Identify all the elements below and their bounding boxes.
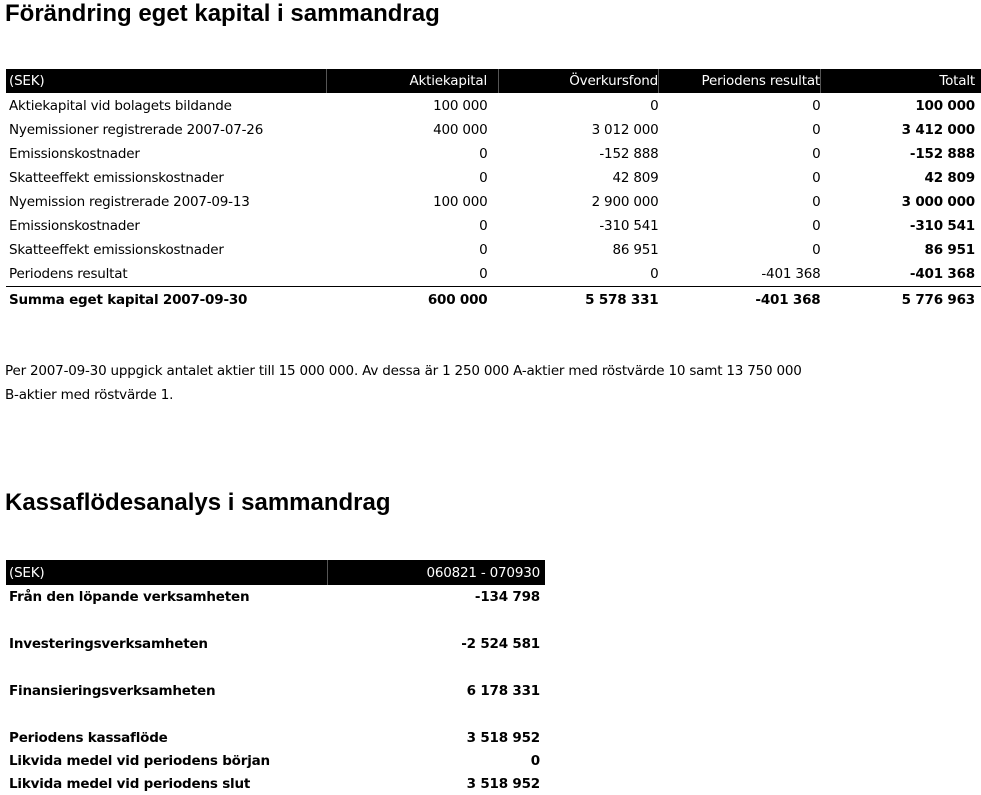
row-label: Skatteeffekt emissionskostnader [9,242,224,258]
table-row [6,679,545,702]
row-label: Aktiekapital vid bolagets bildande [9,98,232,114]
table-row [6,632,545,655]
cashflow-section-title: Kassaflödesanalys i sammandrag [5,489,391,516]
cell-overkursfond: 3 012 000 [591,122,659,138]
cell-overkursfond: -310 541 [599,218,659,234]
row-label: Skatteeffekt emissionskostnader [9,170,224,186]
row-value: -2 524 581 [461,635,540,652]
cell-aktiekapital: 400 000 [433,122,488,138]
row-label: Periodens kassaflöde [9,729,168,746]
table-row [6,214,981,238]
cell-resultat: 0 [812,218,821,234]
row-label: Nyemission registrerade 2007-09-13 [9,194,250,210]
row-value: -134 798 [474,588,540,605]
cell-resultat: 0 [812,170,821,186]
table-row [6,142,981,166]
share-note-line: B-aktier med röstvärde 1. [5,387,174,403]
column-header-period: 060821 - 070930 [328,560,546,585]
row-value: 3 518 952 [466,729,540,746]
cell-totalt: 42 809 [924,170,975,186]
column-header-aktiekapital: Aktiekapital [327,69,499,94]
column-header-overkursfond: Överkursfond [499,69,659,94]
equity-table [6,69,981,313]
cell-totalt: 100 000 [915,98,975,114]
cell-overkursfond: 86 951 [612,242,659,258]
equity-section-title: Förändring eget kapital i sammandrag [5,0,440,27]
table-row [6,585,545,608]
share-note-line: Per 2007-09-30 uppgick antalet aktier till 15 000 000. Av dessa är 1 250 000 A-aktier med röstvärde 10 samt 13 750 000 [5,363,802,379]
cell-aktiekapital: 0 [479,170,488,186]
row-label: Likvida medel vid periodens slut [9,775,251,792]
total-row [6,287,981,314]
cell-totalt: 86 951 [924,242,975,258]
cell-resultat: -401 368 [761,266,821,282]
row-label: Likvida medel vid periodens början [9,752,270,769]
cell-totalt: -152 888 [909,146,975,162]
spacer-row [6,608,545,632]
table-row [6,190,981,214]
cell-aktiekapital: 100 000 [433,98,488,114]
equity-header-row [6,69,981,94]
column-header-sek: (SEK) [6,560,328,585]
cell-resultat: 0 [812,242,821,258]
cell-overkursfond: 0 [650,266,659,282]
cell-aktiekapital: 0 [479,146,488,162]
cell-resultat: 0 [812,146,821,162]
row-value: 0 [530,752,540,769]
cell-resultat: 0 [812,98,821,114]
table-row [6,94,981,119]
row-label: Finansieringsverksamheten [9,682,216,699]
row-label: Emissionskostnader [9,218,140,234]
table-row [6,166,981,190]
cell-aktiekapital: 0 [479,266,488,282]
row-label: Nyemissioner registrerade 2007-07-26 [9,122,264,138]
cell-resultat: 0 [812,122,821,138]
column-header-periodens-resultat: Periodens resultat [659,69,821,94]
row-label: Periodens resultat [9,266,128,282]
cell-overkursfond: 0 [650,98,659,114]
table-row [6,262,981,287]
cell-aktiekapital: 0 [479,242,488,258]
cell-overkursfond: 2 900 000 [591,194,659,210]
cell-aktiekapital: 100 000 [433,194,488,210]
table-row [6,726,545,749]
share-note [5,359,845,407]
cell-aktiekapital: 0 [479,218,488,234]
table-row [6,238,981,262]
cashflow-table [6,560,545,795]
cell-overkursfond: 42 809 [612,170,659,186]
column-header-sek: (SEK) [6,69,327,94]
cell-resultat: 0 [812,194,821,210]
table-row [6,749,545,772]
cell-totalt: -401 368 [909,266,975,282]
total-resultat: -401 368 [659,287,821,314]
total-aktiekapital: 600 000 [327,287,499,314]
spacer-row [6,702,545,726]
table-row [6,772,545,795]
row-value: 3 518 952 [466,775,540,792]
cell-totalt: -310 541 [909,218,975,234]
row-value: 6 178 331 [466,682,540,699]
cell-overkursfond: -152 888 [599,146,659,162]
total-overkursfond: 5 578 331 [499,287,659,314]
row-label: Emissionskostnader [9,146,140,162]
row-label: Från den löpande verksamheten [9,588,250,605]
cell-totalt: 3 000 000 [901,194,975,210]
total-label: Summa eget kapital 2007-09-30 [6,287,327,314]
table-row [6,118,981,142]
total-totalt: 5 776 963 [821,287,981,314]
column-header-totalt: Totalt [821,69,981,94]
cell-totalt: 3 412 000 [901,122,975,138]
cashflow-header-row [6,560,545,585]
spacer-row [6,655,545,679]
row-label: Investeringsverksamheten [9,635,208,652]
